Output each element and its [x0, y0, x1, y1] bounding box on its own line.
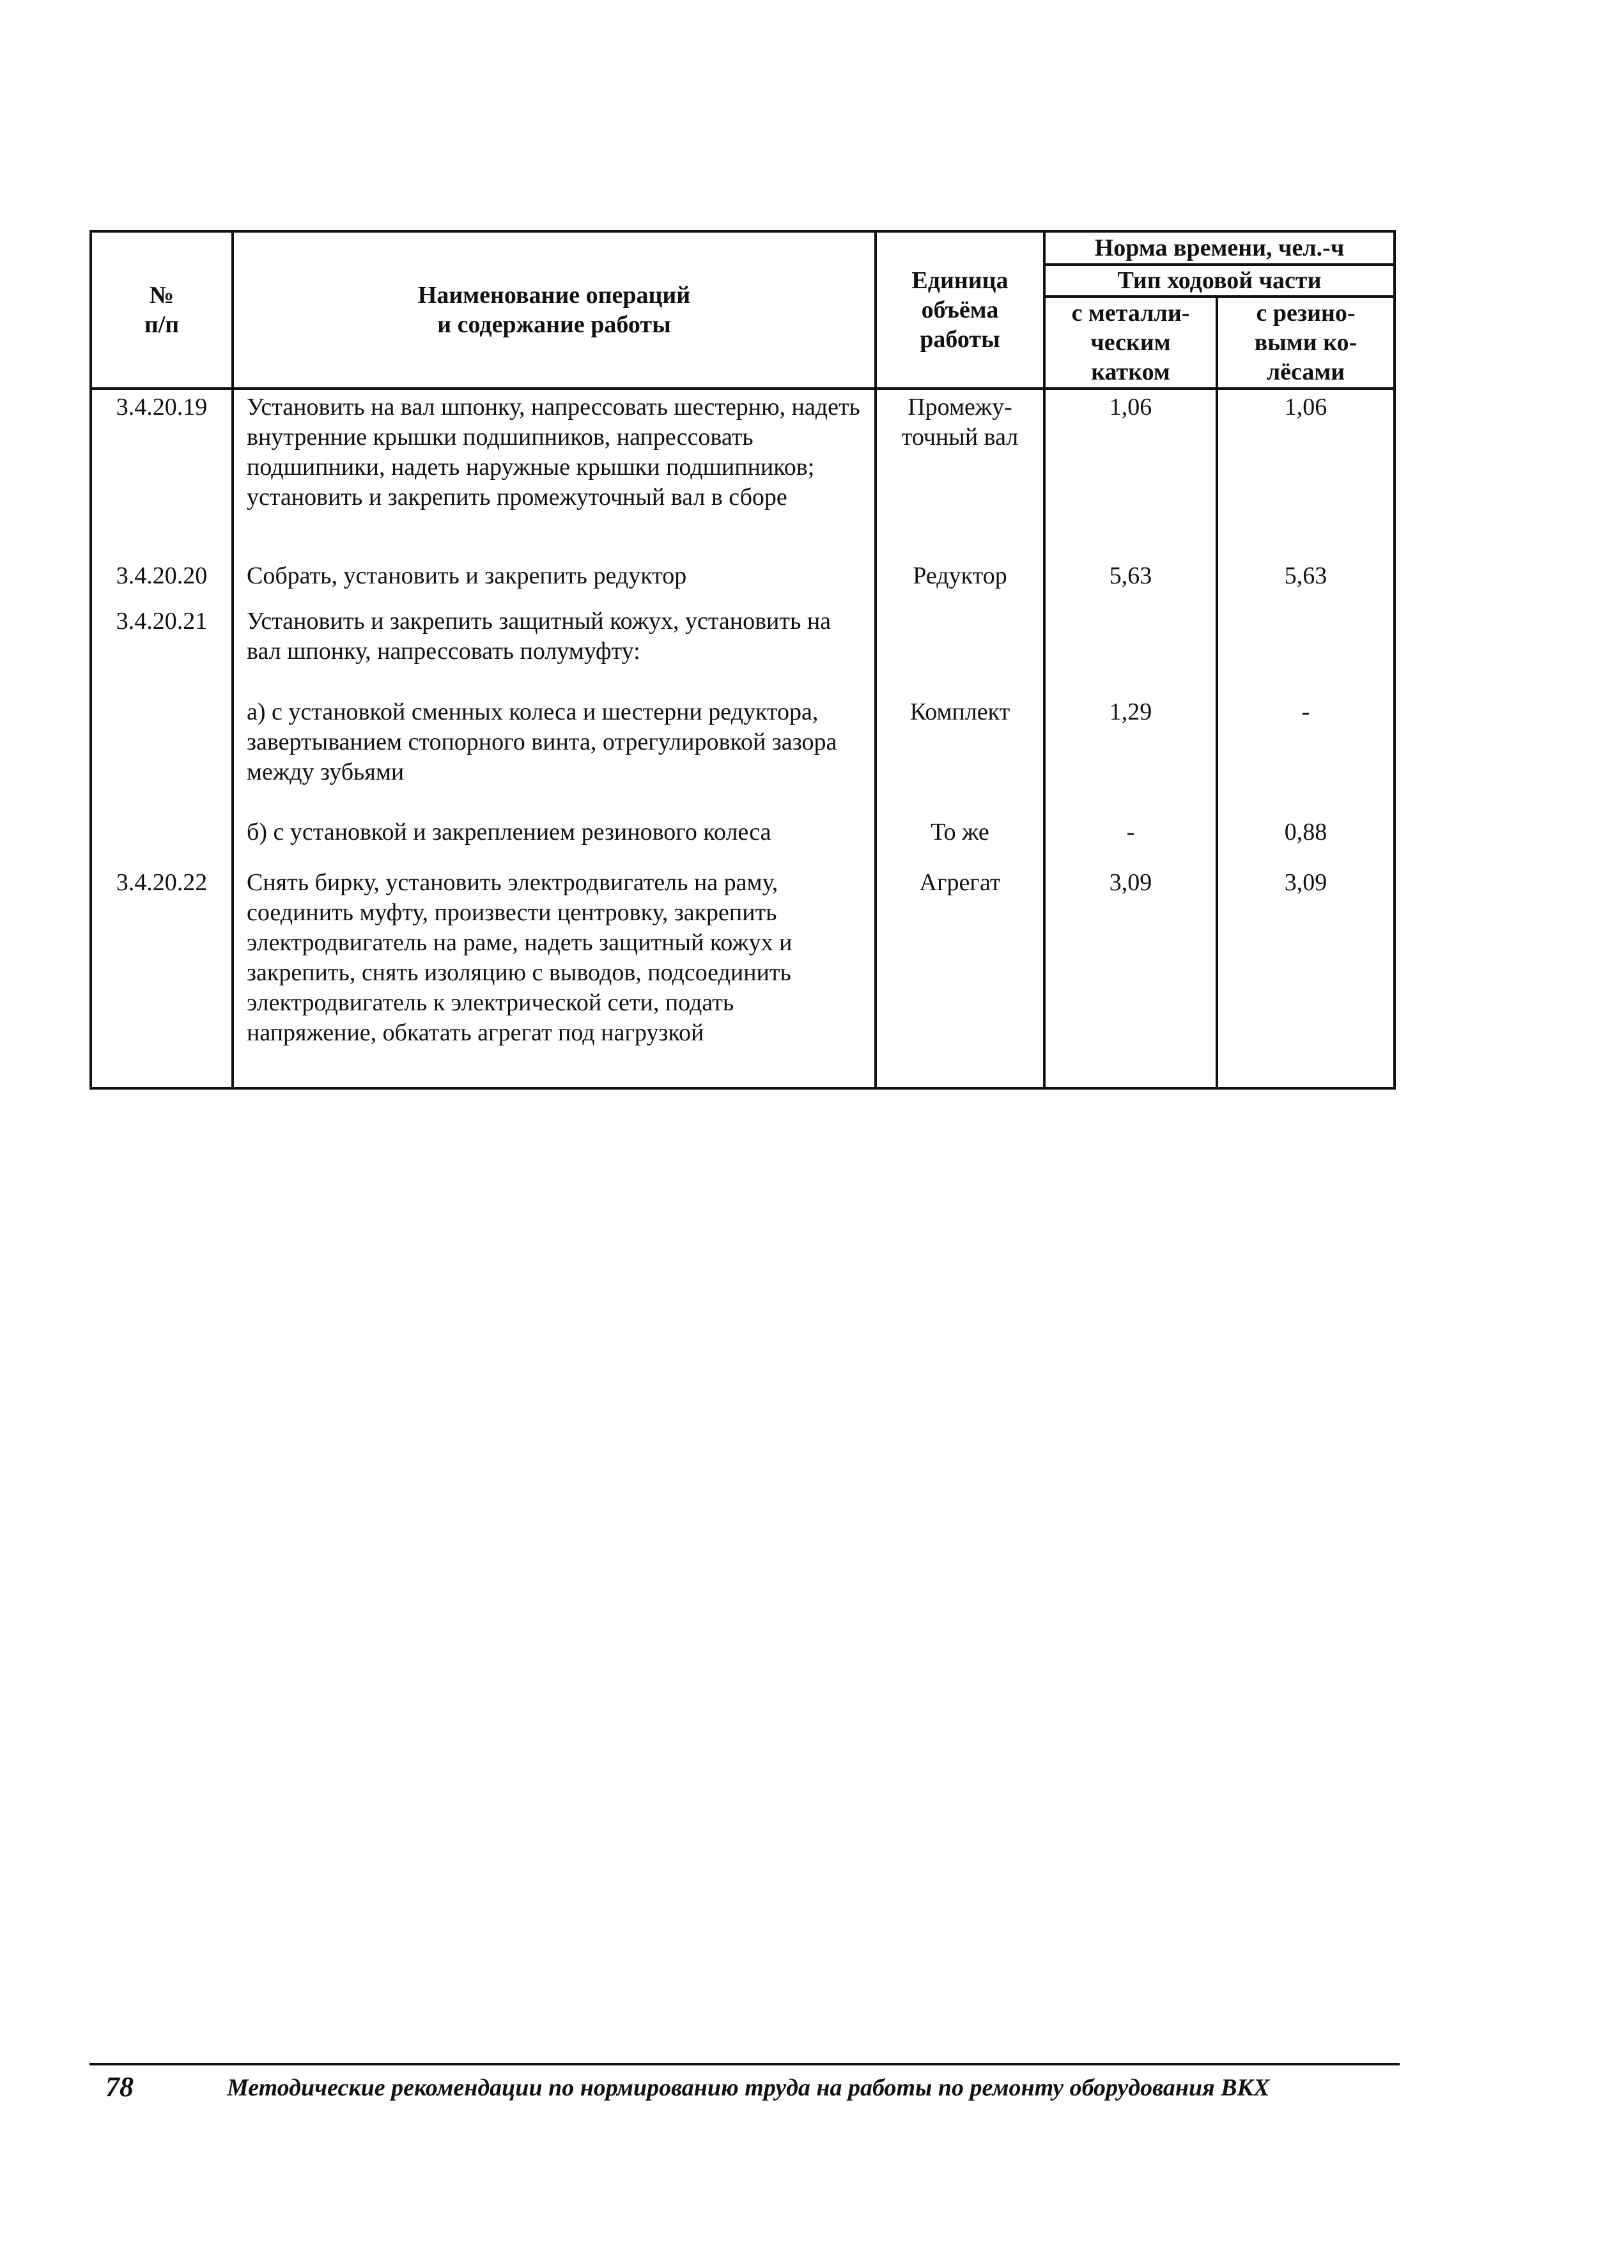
row-unit: [876, 604, 1044, 695]
table-row: [91, 865, 1395, 1088]
row-metal-value: [1044, 604, 1217, 695]
row-number: [91, 815, 233, 865]
row-metal-value: 1,06: [1044, 389, 1217, 559]
table-row: [91, 389, 1395, 559]
row-number: 3.4.20.21: [91, 604, 233, 695]
row-description: Установить и закрепить защитный кожух, установить на вал шпонку, напрессовать полумуфту:: [233, 604, 876, 695]
header-chassis: Тип ходовой части: [1044, 265, 1395, 297]
row-rubber-value: 0,88: [1217, 815, 1395, 865]
row-unit: Промежу- точный вал: [876, 389, 1044, 559]
row-number: 3.4.20.22: [91, 865, 233, 1088]
row-metal-value: -: [1044, 815, 1217, 865]
row-description: б) с установкой и закреплением резинового колеса: [233, 815, 876, 865]
footer-rule: [89, 2063, 1400, 2065]
row-rubber-value: 1,06: [1217, 389, 1395, 559]
header-num: № п/п: [91, 231, 233, 389]
header-norm: Норма времени, чел.-ч: [1044, 231, 1395, 265]
row-description: а) с установкой сменных колеса и шестерни редуктора, завертыванием стопорного винта, отрегулировкой зазора между зубьями: [233, 695, 876, 815]
page-number: 78: [105, 2071, 134, 2102]
row-unit: То же: [876, 815, 1044, 865]
table-row: [91, 559, 1395, 604]
row-unit: Агрегат: [876, 865, 1044, 1088]
row-rubber-value: [1217, 604, 1395, 695]
row-number: [91, 695, 233, 815]
row-description: Снять бирку, установить электродвигатель на раму, соединить муфту, произвести центровку, закрепить электродвигатель на раме, надеть защитный кожух и закрепить, снять изоляцию с выводов, подсоединить электродвигатель к электрической сети, подать напряжение, обкатать агрегат под нагрузкой: [233, 865, 876, 1088]
header-unit: Единица объёма работы: [876, 231, 1044, 389]
row-unit: Комплект: [876, 695, 1044, 815]
header-name: Наименование операций и содержание работы: [233, 231, 876, 389]
row-metal-value: 1,29: [1044, 695, 1217, 815]
row-metal-value: 5,63: [1044, 559, 1217, 604]
header-rubber: с резино- выми ко- лёсами: [1217, 297, 1395, 389]
table-row: [91, 695, 1395, 815]
row-unit: Редуктор: [876, 559, 1044, 604]
row-rubber-value: -: [1217, 695, 1395, 815]
row-description: Установить на вал шпонку, напрессовать шестерню, надеть внутренние крышки подшипников, напрессовать подшипники, надеть наружные крышки подшипников; установить и закрепить промежуточный вал в сборе: [233, 389, 876, 559]
table-row: [91, 604, 1395, 695]
row-number: 3.4.20.19: [91, 389, 233, 559]
row-description: Собрать, установить и закрепить редуктор: [233, 559, 876, 604]
norms-table: [89, 230, 1396, 1090]
row-rubber-value: 3,09: [1217, 865, 1395, 1088]
header-metal: с металли- ческим катком: [1044, 297, 1217, 389]
row-rubber-value: 5,63: [1217, 559, 1395, 604]
footer-title: Методические рекомендации по нормированию труда на работы по ремонту оборудования ВКХ: [227, 2074, 1270, 2101]
table-row: [91, 815, 1395, 865]
row-number: 3.4.20.20: [91, 559, 233, 604]
row-metal-value: 3,09: [1044, 865, 1217, 1088]
